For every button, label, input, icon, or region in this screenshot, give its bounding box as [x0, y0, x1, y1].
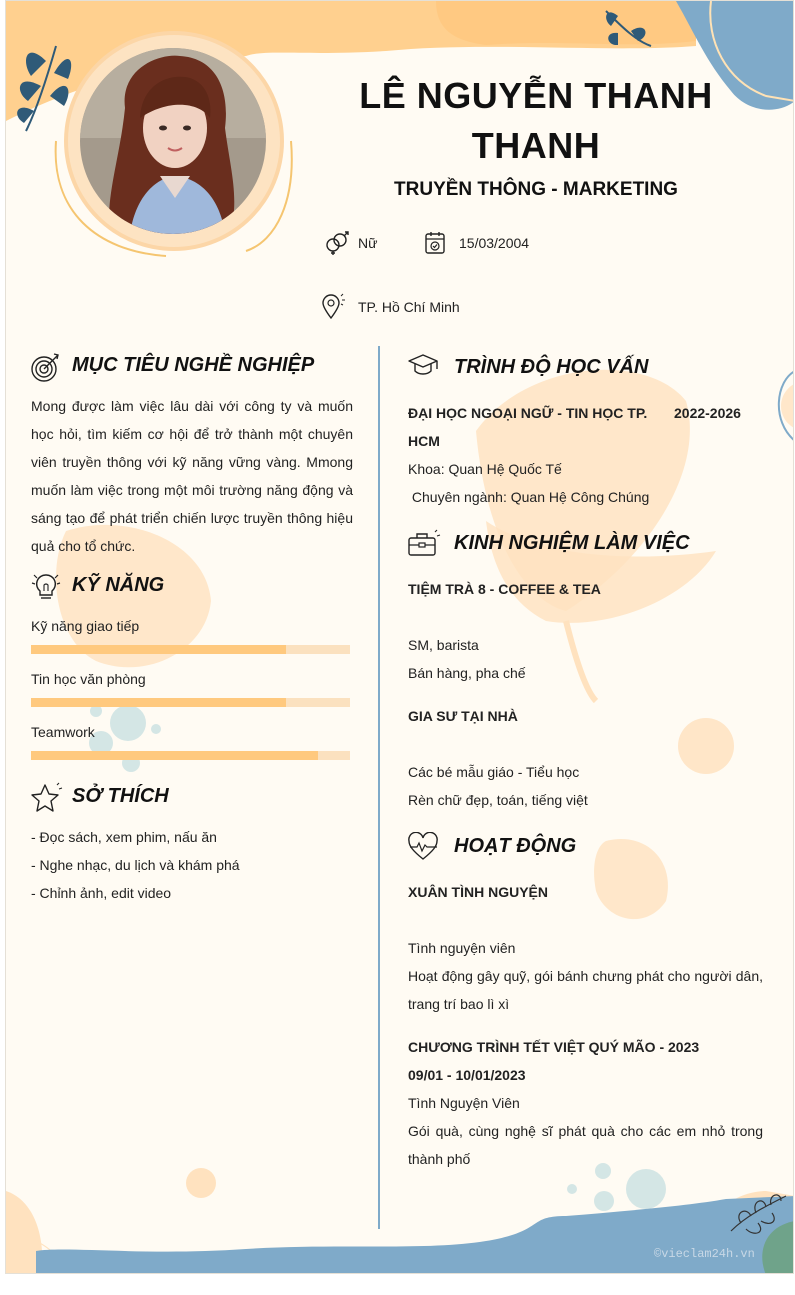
skill-label: Teamwork	[31, 724, 95, 740]
activity-role: Tình Nguyện Viên	[408, 1095, 520, 1111]
activity-description: Hoạt động gây quỹ, gói bánh chưng phát cho người dân,	[408, 968, 763, 984]
hobbies-heading: SỞ THÍCH	[72, 785, 169, 807]
skill-bar-fill	[31, 698, 286, 707]
skill-bar-fill	[31, 645, 286, 654]
birthdate-value: 15/03/2004	[459, 235, 530, 251]
activity-description-cont: thành phố	[408, 1151, 471, 1167]
faculty: Khoa: Quan Hệ Quốc Tế	[408, 461, 562, 477]
activity-dates: 09/01 - 10/01/2023	[408, 1067, 526, 1083]
gender-value: Nữ	[358, 235, 378, 251]
activity-name: XUÂN TÌNH NGUYỆN	[408, 884, 549, 900]
cv-page	[5, 0, 794, 1274]
job-title: TRUYỀN THÔNG - MARKETING	[394, 179, 678, 200]
school-name-cont: HCM	[408, 433, 440, 449]
skill-bar	[31, 698, 350, 707]
skill-label: Kỹ năng giao tiếp	[31, 618, 140, 634]
education-heading: TRÌNH ĐỘ HỌC VẤN	[454, 356, 649, 378]
skill-bar-fill	[31, 751, 318, 760]
briefcase-icon	[407, 529, 441, 559]
avatar-photo	[80, 48, 266, 234]
job-description: Rèn chữ đẹp, toán, tiếng việt	[408, 792, 588, 808]
watermark: ©vieclam24h.vn	[654, 1247, 755, 1261]
job-description: Bán hàng, pha chế	[408, 665, 526, 681]
target-icon	[30, 351, 62, 383]
lightbulb-icon	[30, 571, 62, 603]
gender-icon	[324, 230, 350, 256]
candidate-name: LÊ NGUYỄN THANH THANH	[359, 75, 713, 166]
career-goal-heading: MỤC TIÊU NGHỀ NGHIỆP	[72, 354, 315, 376]
activity-description-cont: trang trí bao lì xì	[408, 996, 510, 1012]
hobby-item: - Chỉnh ảnh, edit video	[31, 885, 172, 901]
location-value: TP. Hồ Chí Minh	[358, 299, 460, 315]
calendar-icon	[424, 230, 448, 256]
major: Chuyên ngành: Quan Hệ Công Chúng	[408, 489, 650, 505]
heart-pulse-icon	[407, 832, 441, 862]
activities-heading: HOẠT ĐỘNG	[454, 835, 577, 857]
job-position: Các bé mẫu giáo - Tiểu học	[408, 764, 580, 780]
skill-label: Tin học văn phòng	[31, 671, 146, 687]
activity-name: CHƯƠNG TRÌNH TẾT VIỆT QUÝ MÃO - 2023	[408, 1039, 700, 1055]
job-company: TIỆM TRÀ 8 - COFFEE & TEA	[408, 581, 601, 597]
school-name: ĐẠI HỌC NGOẠI NGỮ - TIN HỌC TP.	[408, 405, 648, 421]
skills-heading: KỸ NĂNG	[72, 574, 165, 596]
hobby-item: - Đọc sách, xem phim, nấu ăn	[31, 829, 217, 845]
activity-description: Gói quà, cùng nghệ sĩ phát quà cho các em nhỏ trong	[408, 1123, 763, 1139]
education-period: 2022-2026	[674, 405, 741, 421]
location-pin-icon	[321, 293, 345, 321]
skill-bar	[31, 751, 350, 760]
career-goal-text: Mong được làm việc lâu dài với công ty và muốn học hỏi, tìm kiếm cơ hội để trở thành một chuyên viên truyền thông với kỹ năng vững vàng. Mmong muốn làm việc trong một môi trường năng động và sáng tạo để phát triển chiến lược truyền thông hiệu quả cho tổ chức.	[31, 398, 353, 554]
experience-heading: KINH NGHIỆM LÀM VIỆC	[454, 532, 690, 554]
skill-bar	[31, 645, 350, 654]
graduation-cap-icon	[407, 353, 441, 381]
job-position: SM, barista	[408, 637, 479, 653]
star-icon	[30, 782, 64, 814]
hobby-item: - Nghe nhạc, du lịch và khám phá	[31, 857, 240, 873]
activity-role: Tình nguyện viên	[408, 940, 516, 956]
job-company: GIA SƯ TẠI NHÀ	[408, 708, 518, 724]
